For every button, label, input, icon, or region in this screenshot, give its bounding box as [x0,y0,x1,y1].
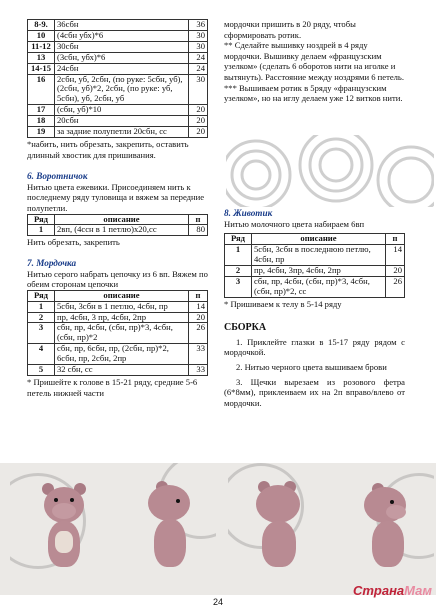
row-count-cell: 24 [189,63,208,74]
row-description-cell: 36сбн [55,20,189,31]
row-number-cell: 13 [28,52,55,63]
collar-text: Нитью цвета ежевики. Присоединяем нить к последнему ряду туловища и вяжем за передние полупетли. [27,181,205,213]
right-column [224,19,405,104]
photo-side [118,463,216,595]
row-number-cell: 3 [225,276,252,297]
muzzle-text: Нитью серого набрать цепочку из 6 вп. Вяжем по обеим сторонам цепочки [27,268,208,290]
row-description-cell: 2вп, (4ссн в 1 петлю)х20,сс [55,225,189,236]
table-row [28,127,208,138]
row-count-cell: 20 [189,116,208,127]
belly-after: * Пришиваем к телу в 5-14 ряду [224,298,342,309]
row-number-cell: 1 [28,225,55,236]
table-row [28,63,208,74]
right-column-lower [224,208,405,408]
watermark-logo [353,583,432,598]
row-number-cell: 2 [225,265,252,276]
assembly-step-3: 3. Щечки вырезаем из розового фетра (6*8мм), приклеиваем их на 2п вправо/влево от мордочки. [224,376,405,408]
row-number-cell: 19 [28,127,55,138]
row-count-cell: 33 [189,344,208,365]
page-number: 24 [212,597,223,607]
col-header-row: Ряд [225,234,252,245]
row-description-cell: (сбн, уб)*10 [55,105,189,116]
muzzle-after: * Пришейте к голове в 15-21 ряду, средние 5-6 петель нижней части [27,376,198,398]
col-header-count: п [386,234,405,245]
col-header-row: Ряд [28,290,55,301]
col-header-count: п [189,214,208,225]
row-count-cell: 80 [189,225,208,236]
row-description-cell: 20сбн [55,116,189,127]
left-column [27,19,208,398]
row-description-cell: пр, 4сбн, 3пр, 4сбн, 2пр [252,265,386,276]
row-description-cell: сбн, пр, 4сбн, (сбн, пр)*3, 4сбн, (сбн, пр)*2, сс [252,276,386,297]
belly-table [224,233,405,297]
photo-front [10,463,108,595]
col-header-desc: описание [55,290,189,301]
photo-back [228,463,326,595]
row-description-cell: 2сбн, уб, 2сбн, (по руке: 5сбн, уб), (2сбн, уб)*2, 2сбн, (по руке: уб, 5сбн), уб, 2сбн, уб [55,74,189,105]
row-description-cell: пр, 4сбн, 3 пр, 4сбн, 2пр [55,312,189,323]
row-number-cell: 8-9. [28,20,55,31]
row-count-cell: 26 [386,276,405,297]
table-row [28,225,208,236]
row-count-cell: 26 [189,323,208,344]
yarn-background-image [226,135,434,207]
row-number-cell: 16 [28,74,55,105]
table-row [225,276,405,297]
row-description-cell: 32 сбн, сс [55,365,189,376]
assembly-step-1: 1. Приклейте глазки в 15-17 ряду рядом с мордочкой. [224,336,405,358]
collar-table-body [28,225,208,236]
row-count-cell: 30 [189,74,208,105]
row-count-cell: 20 [189,127,208,138]
row-description-cell: сбн, пр, 4сбн, (сбн, пр)*3, 4сбн, (сбн, пр)*2 [55,323,189,344]
row-count-cell: 20 [386,265,405,276]
row-number-cell: 14-15 [28,63,55,74]
belly-table-body [225,245,405,298]
row-number-cell: 1 [28,301,55,312]
top-pattern-table [27,19,208,138]
row-count-cell: 36 [189,20,208,31]
right-top-p3: *** Вышиваем ротик в 5ряду «французским узелком», но на иглу делаем уже 12 витков нити. [224,82,403,104]
table-row [225,265,405,276]
row-count-cell: 30 [189,30,208,41]
row-description-cell: 5сбн, 3сбн в 1 петлю, 4сбн, пр [55,301,189,312]
table-row [28,344,208,365]
collar-table [27,214,208,237]
table-row [28,52,208,63]
muzzle-table-body [28,301,208,375]
row-count-cell: 14 [189,301,208,312]
photo-strip [0,463,436,595]
photo-three-quarter [336,463,434,595]
table-row [28,20,208,31]
col-header-desc: описание [252,234,386,245]
row-number-cell: 5 [28,365,55,376]
row-description-cell: 24сбн [55,63,189,74]
row-description-cell: за задние полупетли 20сбн, сс [55,127,189,138]
top-table-body [28,20,208,138]
table-row [28,105,208,116]
col-header-row: Ряд [28,214,55,225]
row-description-cell: сбн, пр, 6сбн, пр, (2сбн, пр)*2, 6сбн, пр, 2сбн, 2пр [55,344,189,365]
assembly-step-2: 2. Нитью черного цвета вышиваем брови [236,362,387,372]
col-header-count: п [189,290,208,301]
row-count-cell: 24 [189,52,208,63]
table-row [28,41,208,52]
row-number-cell: 18 [28,116,55,127]
table-row [28,301,208,312]
collar-title: 6. Воротничок [27,171,88,182]
collar-after: Нить обрезать, закрепить [27,237,120,248]
table-row [28,30,208,41]
table-row [225,245,405,266]
row-number-cell: 10 [28,30,55,41]
row-number-cell: 4 [28,344,55,365]
watermark-domain: Мам [404,583,432,598]
row-number-cell: 17 [28,105,55,116]
col-header-desc: описание [55,214,189,225]
row-description-cell: 5сбн, 3сбн в последнюю петлю, 4сбн, пр [252,245,386,266]
row-number-cell: 11-12 [28,41,55,52]
belly-title: 8. Животик [224,208,273,218]
table-row [28,323,208,344]
row-number-cell: 3 [28,323,55,344]
top-table-note: *набить, нить обрезать, закрепить, оставить длинный хвостик для пришивания. [27,138,189,160]
table-row [28,365,208,376]
row-count-cell: 20 [189,105,208,116]
right-top-p2: ** Сделайте вышивку ноздрей в 4 ряду мордочки. Вышивку делаем «французским узелком» (сделать 6 оборотов нити на иголке и вытянуть). Расстояние между ноздрями 6 петель. [224,40,405,82]
row-count-cell: 14 [386,245,405,266]
row-number-cell: 2 [28,312,55,323]
row-description-cell: (4сбн убх)*6 [55,30,189,41]
table-row [28,312,208,323]
assembly-title: СБОРКА [224,322,267,334]
row-count-cell: 20 [189,312,208,323]
row-description-cell: 30сбн [55,41,189,52]
table-row [28,74,208,105]
row-number-cell: 1 [225,245,252,266]
muzzle-title: 7. Мордочка [27,257,77,268]
muzzle-table [27,290,208,376]
row-count-cell: 30 [189,41,208,52]
watermark-brand: Страна [352,583,405,598]
row-description-cell: (3сбн, убх)*6 [55,52,189,63]
belly-text: Нитью молочного цвета набираем 6вп [224,218,365,229]
right-top-p1: мордочки пришить в 20 ряду, чтобы сформировать ротик. [224,19,356,40]
table-row [28,116,208,127]
row-count-cell: 33 [189,365,208,376]
